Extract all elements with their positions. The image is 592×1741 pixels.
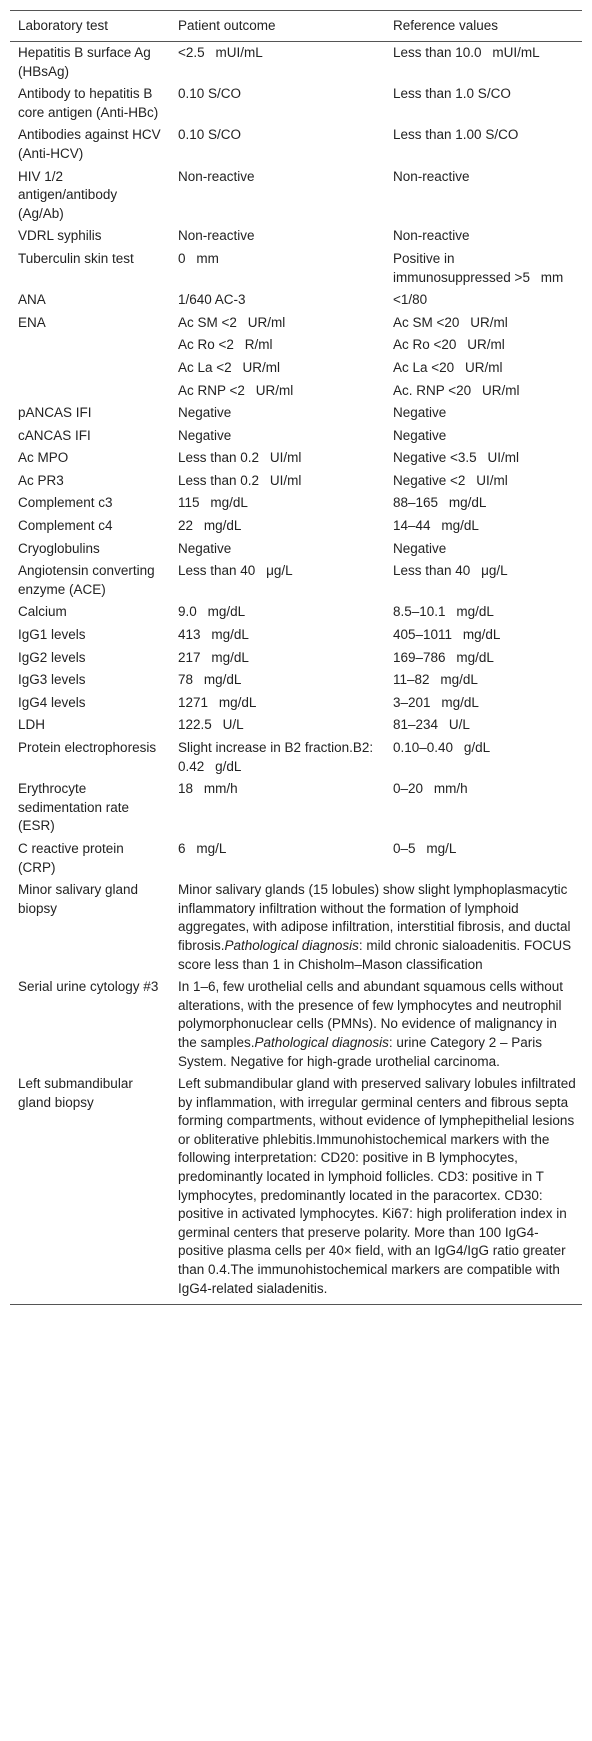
cell-patient-outcome: Negative <box>178 427 232 443</box>
cell-reference-value: 11–82 mg/dL <box>393 672 478 688</box>
table-row <box>10 225 582 248</box>
cell-laboratory-test: Angiotensin converting enzyme (ACE) <box>18 563 155 597</box>
table-row <box>10 692 582 715</box>
cell-patient-outcome: 9.0 mg/dL <box>178 604 246 620</box>
cell-reference-value: 0–20 mm/h <box>393 781 468 797</box>
cell-patient-outcome: 1/640 AC-3 <box>178 292 246 308</box>
cell-patient-outcome: Slight increase in B2 fraction.B2: 0.42 g/dL <box>178 740 374 774</box>
cell-reference-value: 0–5 mg/L <box>393 840 457 856</box>
cell-patient-outcome: Ac SM <2 UR/ml <box>178 314 286 330</box>
table-row <box>10 737 582 778</box>
table-row-wide <box>10 976 582 1073</box>
cell-laboratory-test: Left submandibular gland biopsy <box>10 1073 170 1305</box>
cell-reference-value: Non-reactive <box>393 228 470 244</box>
table-row <box>10 560 582 601</box>
cell-patient-outcome: Negative <box>178 405 232 421</box>
table-row <box>10 334 582 357</box>
table-row <box>10 669 582 692</box>
cell-patient-outcome: 217 mg/dL <box>178 649 249 665</box>
table-row <box>10 778 582 838</box>
cell-patient-outcome: 122.5 U/L <box>178 717 244 733</box>
table-row-wide <box>10 1073 582 1305</box>
cell-laboratory-test: LDH <box>18 717 46 733</box>
table-row <box>10 312 582 335</box>
table-header <box>10 11 582 42</box>
cell-laboratory-test <box>10 380 170 403</box>
table-row-wide <box>10 879 582 976</box>
cell-reference-value: 405–1011 mg/dL <box>393 627 501 643</box>
cell-laboratory-test: Antibody to hepatitis B core antigen (Anti-HBc) <box>18 86 159 120</box>
cell-reference-value: Less than 40 μg/L <box>393 563 508 579</box>
table-row <box>10 166 582 226</box>
cell-laboratory-test: ANA <box>18 292 46 308</box>
cell-patient-outcome: Non-reactive <box>178 168 255 184</box>
cell-reference-value: 3–201 mg/dL <box>393 694 479 710</box>
cell-reference-value: Less than 1.00 S/CO <box>393 127 519 143</box>
cell-finding-description <box>170 879 582 976</box>
cell-patient-outcome: Ac La <2 UR/ml <box>178 359 280 375</box>
table-row <box>10 601 582 624</box>
cell-finding-description <box>170 976 582 1073</box>
cell-patient-outcome: Less than 0.2 UI/ml <box>178 450 302 466</box>
cell-patient-outcome: 0.10 S/CO <box>178 86 242 102</box>
cell-patient-outcome: 6 mg/L <box>178 840 227 856</box>
cell-patient-outcome: 18 mm/h <box>178 781 238 797</box>
diagnosis-text: : mild chronic sialoadenitis. FOCUS score less than 1 in Chisholm–Mason classification <box>178 937 572 972</box>
cell-laboratory-test: HIV 1/2 antigen/antibody (Ag/Ab) <box>18 168 118 221</box>
diagnosis-text: : urine Category 2 – Paris System. Negative for high-grade urothelial carcinoma. <box>178 1034 542 1069</box>
cell-reference-value: 14–44 mg/dL <box>393 518 479 534</box>
cell-laboratory-test: Erythrocyte sedimentation rate (ESR) <box>18 781 130 834</box>
cell-reference-value: Less than 1.0 S/CO <box>393 86 511 102</box>
table-row <box>10 248 582 289</box>
cell-reference-value: Ac La <20 UR/ml <box>393 359 503 375</box>
cell-laboratory-test: Ac MPO <box>18 450 69 466</box>
cell-laboratory-test: IgG2 levels <box>18 649 86 665</box>
table-row <box>10 289 582 312</box>
cell-laboratory-test: Serial urine cytology #3 <box>18 979 159 995</box>
cell-reference-value: 169–786 mg/dL <box>393 649 494 665</box>
cell-laboratory-test: Complement c3 <box>18 495 113 511</box>
cell-patient-outcome: Non-reactive <box>178 228 255 244</box>
cell-patient-outcome: Less than 40 μg/L <box>178 563 293 579</box>
finding-text: Minor salivary glands (15 lobules) show slight lymphoplasmacytic inflammatory infiltration without the formation of lymphoid aggregates, with adipose infiltration, interstitial fibrosis, and ductal fibrosis. <box>178 882 571 953</box>
cell-laboratory-test <box>10 357 170 380</box>
cell-reference-value: Ac Ro <20 UR/ml <box>393 337 505 353</box>
table-row <box>10 838 582 879</box>
cell-laboratory-test: Ac PR3 <box>18 472 64 488</box>
cell-patient-outcome: 78 mg/dL <box>178 672 242 688</box>
cell-reference-value: Negative <3.5 UI/ml <box>393 450 519 466</box>
cell-laboratory-test: IgG4 levels <box>18 694 86 710</box>
cell-laboratory-test: cANCAS IFI <box>18 427 91 443</box>
cell-laboratory-test: ENA <box>18 314 46 330</box>
finding-text: In 1–6, few urothelial cells and abundant squamous cells without alterations, with the presence of few lymphocytes and neutrophil polymorphonuclear cells (PMNs). No evidence of malignancy in the samples. <box>178 979 563 1050</box>
cell-laboratory-test: Hepatitis B surface Ag (HBsAg) <box>18 45 151 79</box>
cell-reference-value: 0.10–0.40 g/dL <box>393 740 491 755</box>
cell-reference-value: Less than 10.0 mUI/mL <box>393 45 540 60</box>
header-laboratory-test: Laboratory test <box>10 11 170 42</box>
header-row <box>10 11 582 42</box>
cell-laboratory-test <box>10 334 170 357</box>
cell-laboratory-test: IgG1 levels <box>18 627 86 643</box>
cell-reference-value: <1/80 <box>393 292 428 308</box>
cell-patient-outcome: Less than 0.2 UI/ml <box>178 472 302 488</box>
table-row <box>10 42 582 84</box>
cell-patient-outcome: <2.5 mUI/mL <box>178 45 263 60</box>
cell-reference-value: Negative <2 UI/ml <box>393 472 508 488</box>
cell-patient-outcome: 413 mg/dL <box>178 627 249 643</box>
table-row <box>10 402 582 425</box>
table-row <box>10 470 582 493</box>
cell-reference-value: Negative <box>393 540 447 556</box>
table-row <box>10 538 582 561</box>
cell-patient-outcome: Ac Ro <2 R/ml <box>178 337 273 353</box>
cell-reference-value: Positive in immunosuppressed >5 mm <box>393 250 564 285</box>
cell-patient-outcome: 115 mg/dL <box>178 495 248 511</box>
table-row <box>10 492 582 515</box>
cell-reference-value: Negative <box>393 405 447 421</box>
pathological-diagnosis-label: Pathological diagnosis <box>254 1034 389 1050</box>
cell-reference-value: 8.5–10.1 mg/dL <box>393 604 494 620</box>
cell-laboratory-test: Cryoglobulins <box>18 540 100 556</box>
table-row <box>10 515 582 538</box>
cell-reference-value: Ac. RNP <20 UR/ml <box>393 382 520 398</box>
table-row <box>10 83 582 124</box>
lab-results-table <box>10 10 582 1305</box>
cell-laboratory-test: IgG3 levels <box>18 672 86 688</box>
table-row <box>10 624 582 647</box>
cell-patient-outcome: 1271 mg/dL <box>178 694 257 710</box>
cell-laboratory-test: Antibodies against HCV (Anti-HCV) <box>18 127 161 161</box>
table-row <box>10 380 582 403</box>
cell-patient-outcome: 0.10 S/CO <box>178 127 242 143</box>
table-row <box>10 647 582 670</box>
cell-patient-outcome: Negative <box>178 540 232 556</box>
table-row <box>10 425 582 448</box>
cell-reference-value: Negative <box>393 427 447 443</box>
cell-laboratory-test: C reactive protein (CRP) <box>18 840 124 875</box>
cell-finding-description <box>170 1073 582 1305</box>
cell-laboratory-test: Protein electrophoresis <box>18 740 157 755</box>
cell-patient-outcome: 0 mm <box>178 250 219 266</box>
table-row <box>10 124 582 165</box>
cell-laboratory-test: Minor salivary gland biopsy <box>18 882 139 916</box>
cell-laboratory-test: VDRL syphilis <box>18 228 102 244</box>
table-body <box>10 42 582 1305</box>
cell-laboratory-test: Complement c4 <box>18 518 113 534</box>
pathological-diagnosis-label: Pathological diagnosis <box>224 937 359 953</box>
table-row <box>10 447 582 470</box>
table-row <box>10 357 582 380</box>
header-patient-outcome: Patient outcome <box>170 11 385 42</box>
cell-reference-value: 81–234 U/L <box>393 717 470 733</box>
header-reference-values: Reference values <box>385 11 582 42</box>
cell-laboratory-test: Tuberculin skin test <box>18 250 134 266</box>
cell-patient-outcome: 22 mg/dL <box>178 518 242 534</box>
cell-reference-value: Ac SM <20 UR/ml <box>393 314 508 330</box>
cell-patient-outcome: Ac RNP <2 UR/ml <box>178 382 294 398</box>
table-row <box>10 714 582 737</box>
finding-text: Left submandibular gland with preserved salivary lobules infiltrated by inflammation, with irregular germinal centers and fibrous septa forming compartments, without evidence of lymphepithelial lesions or obliterative phlebitis.Immunohistochemical markers with the following interpretation: CD20: positive in B lymphocytes, predominantly located in lymphoid follicles. CD3: positive in T lymphocytes, predominantly located in the paracortex. CD30: positive in activated lymphocytes. Ki67: high proliferation index in germinal centers that preserve polarity. More than 100 IgG4-positive plasma cells per 40× field, with an IgG4/IgG ratio greater than 0.4.The immunohistochemical markers are compatible with IgG4-related sialadenitis. <box>178 1076 576 1296</box>
cell-laboratory-test: Calcium <box>18 604 67 620</box>
cell-laboratory-test: pANCAS IFI <box>18 405 92 421</box>
cell-reference-value: Non-reactive <box>393 168 470 184</box>
cell-reference-value: 88–165 mg/dL <box>393 495 487 511</box>
